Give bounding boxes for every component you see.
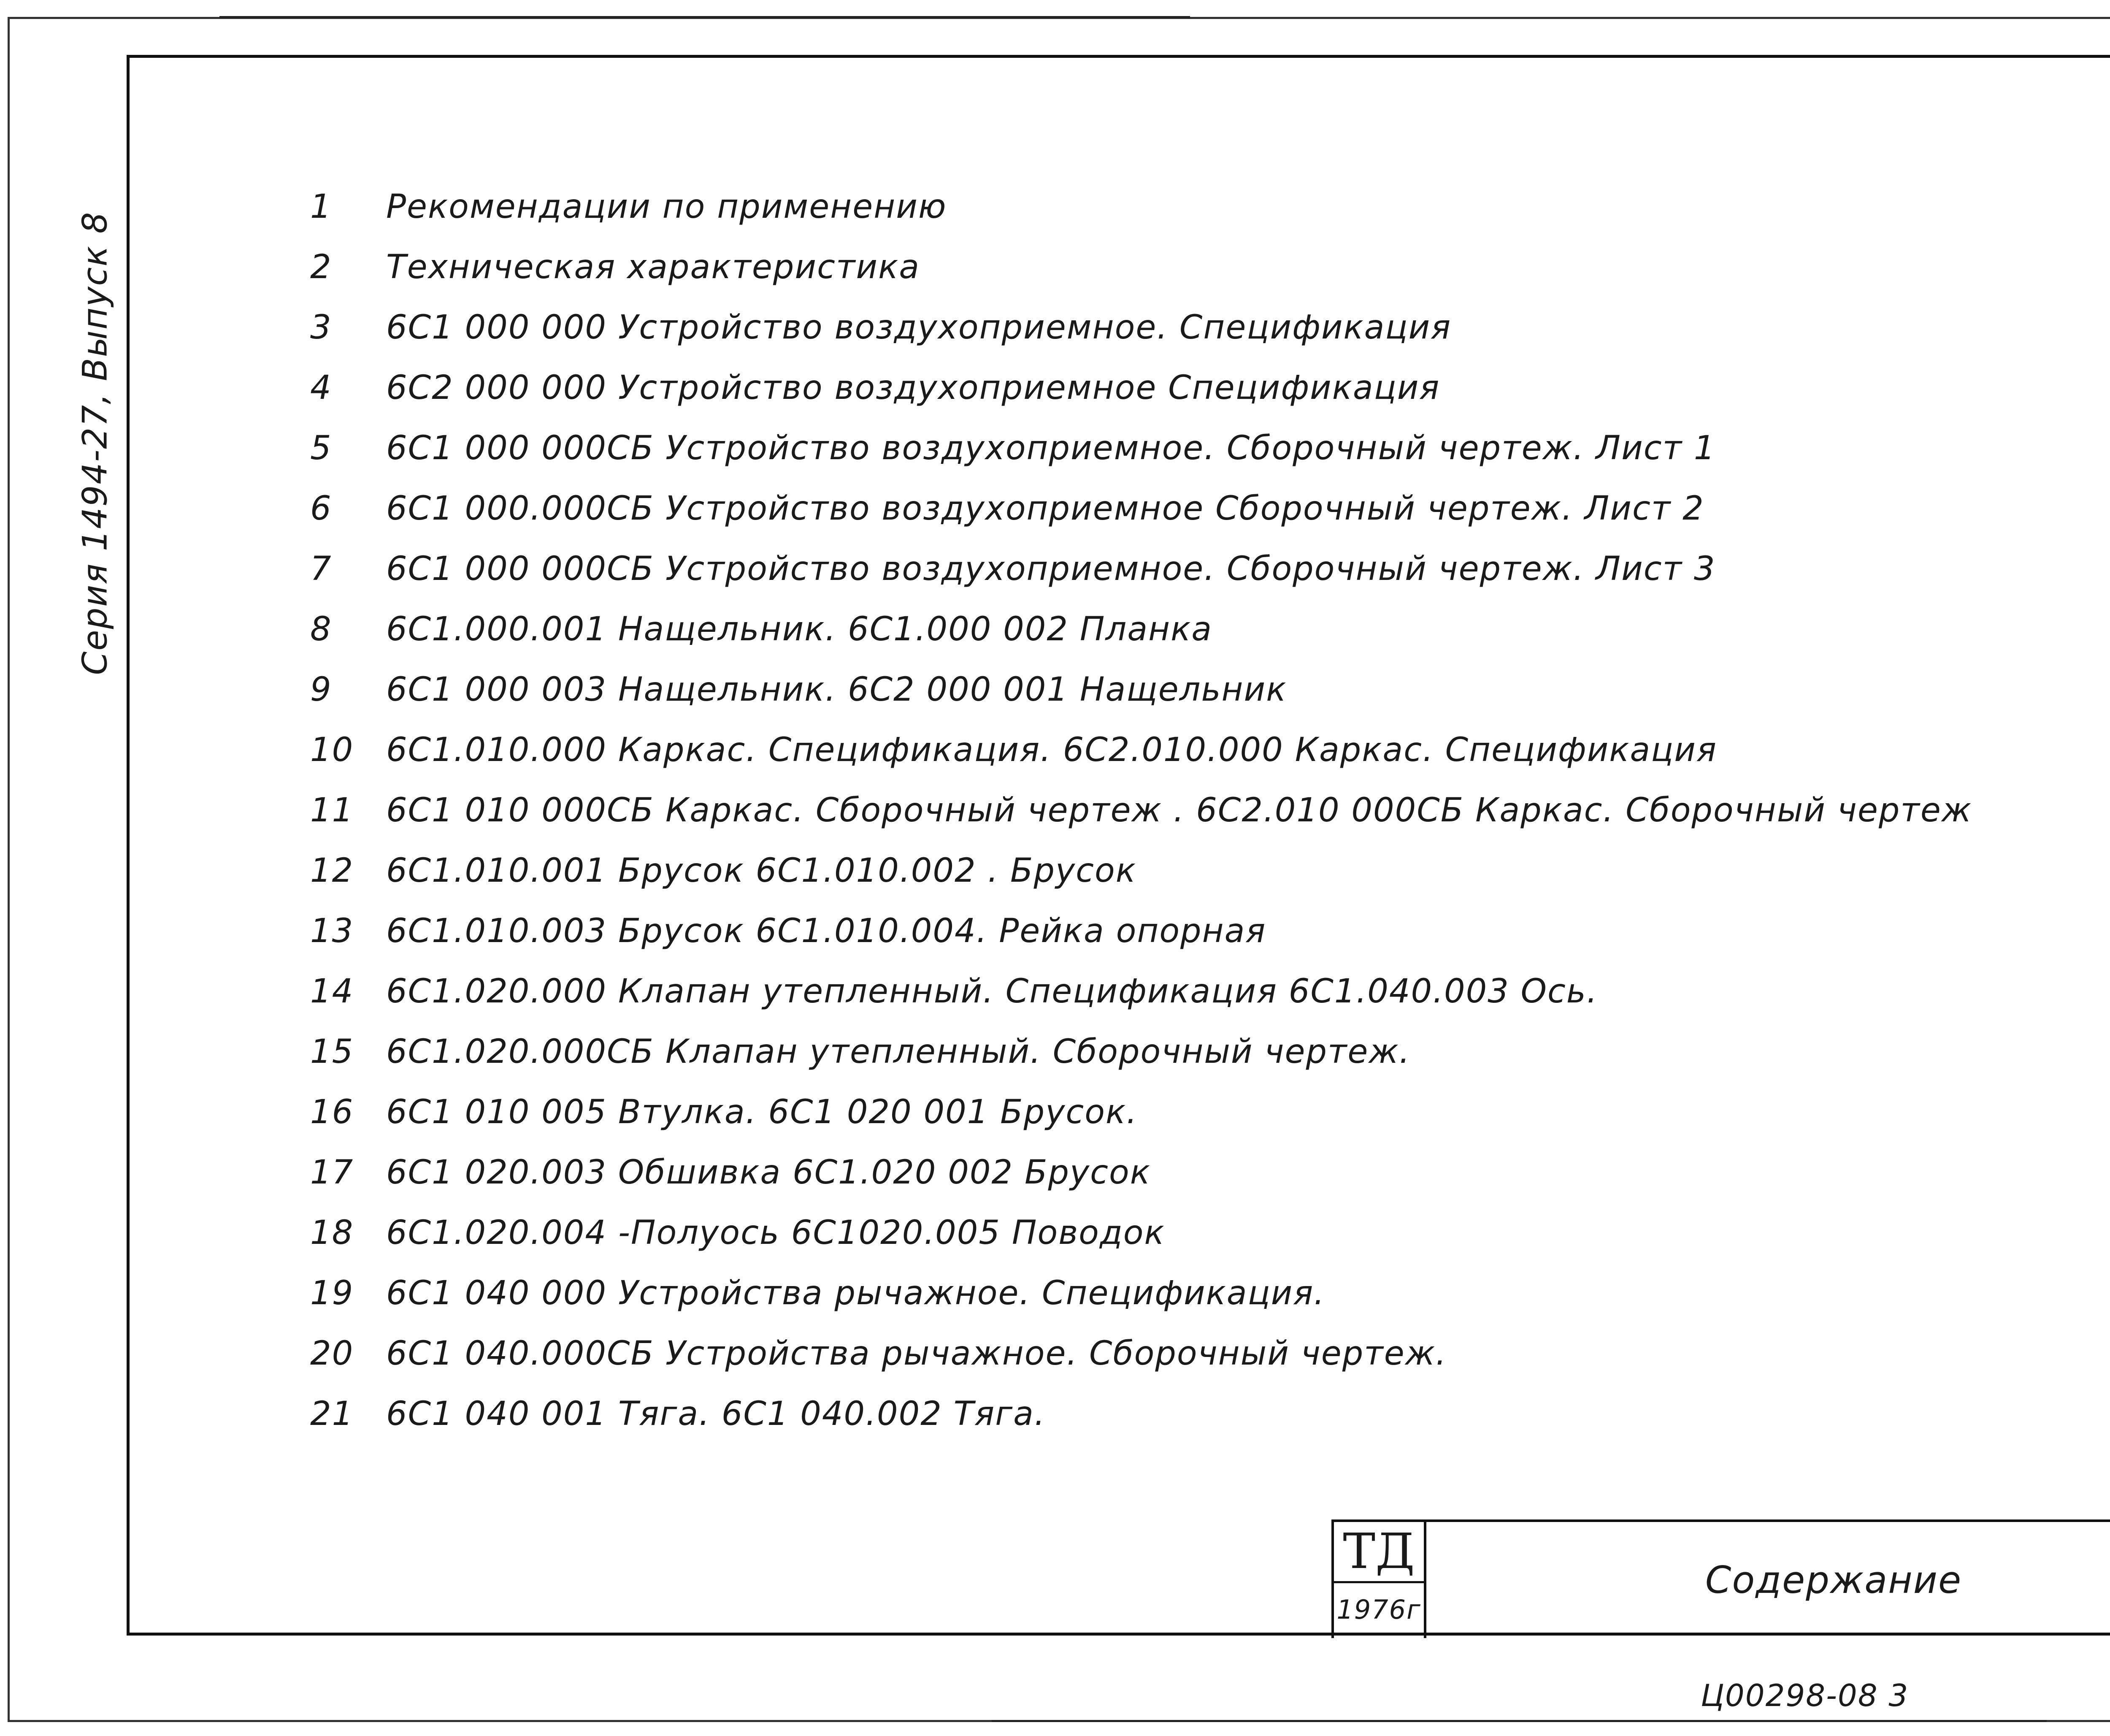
toc-number: 2	[310, 248, 332, 286]
toc-row	[0, 181, 2110, 232]
title-block	[1331, 1519, 2110, 1636]
series-side-label: Серия 1494-27, Выпуск 8	[75, 211, 115, 675]
document-title: Содержание	[1705, 1558, 1962, 1602]
toc-row	[0, 1147, 2110, 1198]
toc-number: 16	[310, 1093, 354, 1131]
toc-title: 6С1.010.001 Брусок 6С1.010.002 . Брусок	[386, 852, 1136, 890]
toc-title: 6С2 000 000 Устройство воздухоприемное Спецификация	[386, 369, 1440, 407]
toc-title: 6С1 040.000СБ Устройства рычажное. Сборочный чертеж.	[386, 1335, 1447, 1373]
toc-title: 6С1.010.003 Брусок 6С1.010.004. Рейка опорная	[386, 912, 1266, 950]
toc-row	[0, 1026, 2110, 1077]
toc-number: 13	[310, 912, 354, 950]
toc-number: 4	[310, 369, 332, 407]
toc-number: 15	[310, 1033, 354, 1071]
bottom-edge-line	[992, 1720, 2047, 1722]
toc-row	[0, 1328, 2110, 1379]
archive-code: Ц00298-08 3	[1701, 1678, 1909, 1713]
toc-row	[0, 906, 2110, 956]
toc-row	[0, 483, 2110, 534]
toc-title: 6С1.000.001 Нащельник. 6С1.000 002 Планка	[386, 610, 1213, 648]
toc-title: 6С1 020.003 Обшивка 6С1.020 002 Брусок	[386, 1154, 1151, 1192]
toc-number: 20	[310, 1335, 354, 1373]
toc-title: 6С1.020.004 -Полуось 6С1020.005 Поводок	[386, 1214, 1165, 1252]
year: 1976г	[1336, 1594, 1421, 1625]
toc-number: 8	[310, 610, 332, 648]
toc-title: 6С1.020.000СБ Клапан утепленный. Сборочный чертеж.	[386, 1033, 1411, 1071]
toc-row	[0, 1268, 2110, 1319]
toc-title: 6С1 000 000СБ Устройство воздухоприемное. Сборочный чертеж. Лист 1	[386, 429, 1716, 467]
toc-number: 9	[310, 671, 332, 709]
toc-row	[0, 1208, 2110, 1258]
toc-number: 1	[310, 188, 332, 226]
toc-row	[0, 845, 2110, 896]
toc-number: 21	[310, 1395, 354, 1433]
toc-row	[0, 664, 2110, 715]
toc-number: 12	[310, 852, 354, 890]
toc-title: 6С1.010.000 Каркас. Спецификация. 6С2.010.000 Каркас. Спецификация	[386, 731, 1717, 769]
toc-title: 6С1 000 000 Устройство воздухоприемное. Спецификация	[386, 309, 1452, 347]
toc-number: 14	[310, 972, 354, 1010]
toc-title: 6С1 040 001 Тяга. 6С1 040.002 Тяга.	[386, 1395, 1046, 1433]
toc-title: 6С1.020.000 Клапан утепленный. Спецификация 6С1.040.003 Ось.	[386, 972, 1598, 1010]
toc-row	[0, 604, 2110, 655]
toc-number: 6	[310, 490, 332, 528]
top-edge-line	[219, 16, 1190, 18]
toc-row	[0, 1087, 2110, 1137]
toc-number: 7	[310, 550, 332, 588]
toc-number: 17	[310, 1154, 354, 1192]
toc-row	[0, 363, 2110, 413]
toc-row	[0, 423, 2110, 474]
organization-stamp	[1331, 1522, 1426, 1638]
toc-number: 3	[310, 309, 332, 347]
toc-title: 6С1 010 005 Втулка. 6С1 020 001 Брусок.	[386, 1093, 1138, 1131]
toc-row	[0, 544, 2110, 594]
toc-row	[0, 302, 2110, 353]
toc-title: Техническая характеристика	[386, 248, 920, 286]
toc-row	[0, 725, 2110, 775]
toc-row	[0, 785, 2110, 836]
td-mark: ТД	[1334, 1522, 1424, 1583]
toc-number: 18	[310, 1214, 354, 1252]
toc-title: 6С1 000 003 Нащельник. 6С2 000 001 Нащельник	[386, 671, 1287, 709]
toc-title: 6С1 010 000СБ Каркас. Сборочный чертеж . 6С2.010 000СБ Каркас. Сборочный чертеж	[386, 791, 1972, 829]
toc-row	[0, 1389, 2110, 1439]
toc-title: 6С1 000.000СБ Устройство воздухоприемное Сборочный чертеж. Лист 2	[386, 490, 1704, 528]
toc-number: 10	[310, 731, 354, 769]
toc-row	[0, 966, 2110, 1017]
toc-title: 6С1 000 000СБ Устройство воздухоприемное. Сборочный чертеж. Лист 3	[386, 550, 1716, 588]
toc-title: 6С1 040 000 Устройства рычажное. Спецификация.	[386, 1274, 1326, 1312]
toc-title: Рекомендации по применению	[386, 188, 947, 226]
toc-row	[0, 242, 2110, 292]
toc-number: 5	[310, 429, 332, 467]
toc-number: 11	[310, 791, 354, 829]
toc-number: 19	[310, 1274, 354, 1312]
